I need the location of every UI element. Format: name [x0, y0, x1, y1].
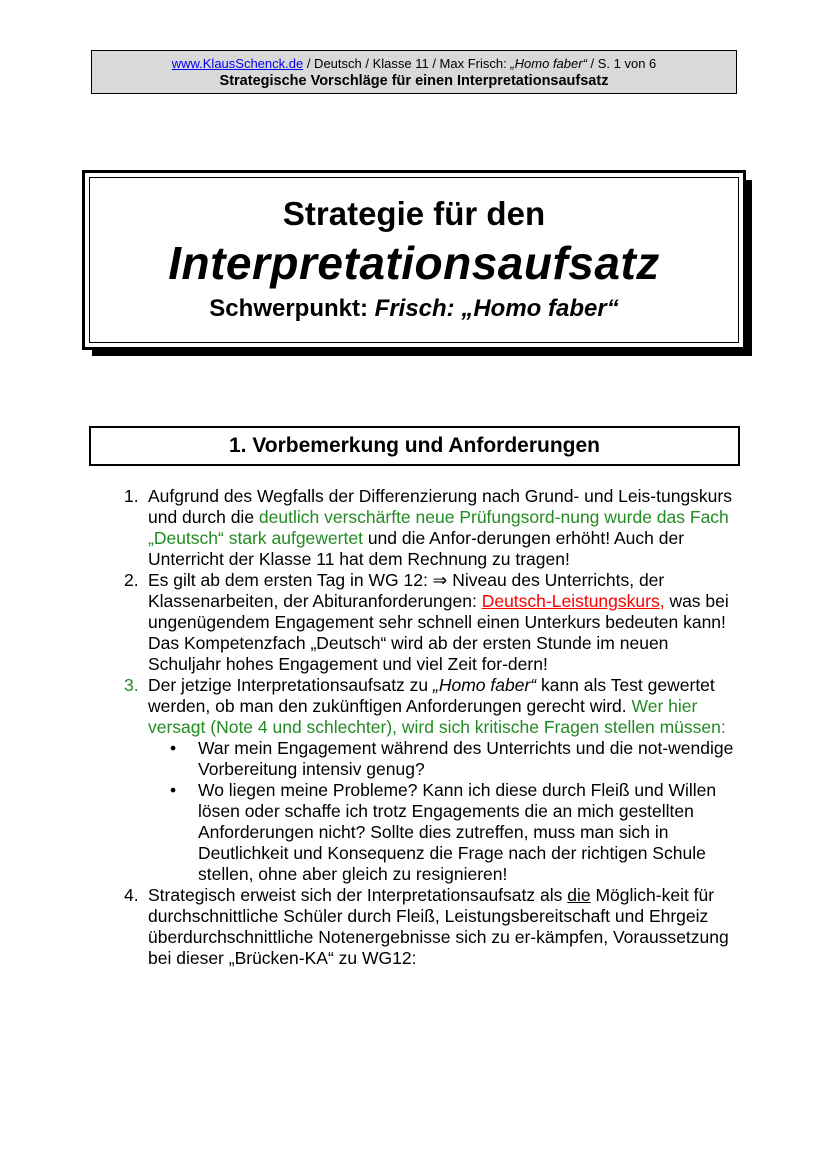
- requirements-list: [113, 486, 735, 969]
- item-number: 4.: [124, 885, 139, 905]
- header-meta-work: „Homo faber“: [510, 56, 587, 71]
- title-line-1: Strategie für den: [282, 195, 546, 232]
- sub-list-item: [148, 780, 735, 885]
- item-number: 2.: [124, 570, 139, 590]
- item-highlight-red: Deutsch-Leistungskurs,: [481, 591, 665, 611]
- sub-item-text: Wo liegen meine Probleme? Kann ich diese durch Fleiß und Willen lösen oder schaffe ich trotz Engagements die an mich gestellten Anforderungen nicht? Sollte dies zutreffen, muss man sich in Deutlichkeit und Konsequenz die Frage nach der richtigen Schule stellen, ohne aber gleich zu resignieren!: [198, 780, 717, 884]
- sub-list: [148, 738, 735, 885]
- sub-list-item: [148, 738, 735, 780]
- header-meta-pre: / Deutsch / Klasse 11 / Max Frisch:: [303, 56, 511, 71]
- item-text: Der jetzige Interpretationsaufsatz zu: [148, 675, 434, 695]
- list-item: [113, 486, 735, 570]
- item-text: und die Anfor-derungen erhöht! Auch der Unterricht der Klasse 11 hat dem Rechnung zu tragen!: [148, 528, 685, 569]
- site-link[interactable]: www.KlausSchenck.de: [171, 56, 304, 71]
- item-text: Möglich-keit für durchschnittliche Schüler durch Fleiß, Leistungsbereitschaft und Ehrgeiz überdurchschnittliche Notenergebnisse sich zu er-kämpfen, Voraussetzung bei dieser „Brücken-KA“ zu WG12:: [148, 885, 729, 968]
- item-number: 1.: [124, 486, 139, 506]
- item-text: Strategisch erweist sich der Interpretationsaufsatz als: [148, 885, 568, 905]
- item-number: 3.: [124, 675, 139, 695]
- item-text: was bei ungenügendem Engagement sehr schnell einen Unterkurs bedeuten kann! Das Kompetenzfach „Deutsch“ wird ab der ersten Stunde im neuen Schuljahr hohes Engagement und viel Zeit for-dern!: [148, 591, 729, 674]
- item-highlight-green: deutlich verschärfte neue Prüfungsord-nung wurde das Fach „Deutsch“ stark aufgewertet: [148, 507, 729, 548]
- item-text: kann als Test gewertet werden, ob man den zukünftigen Anforderungen gerecht wird.: [148, 675, 715, 716]
- title-inner: [89, 177, 739, 343]
- item-text: Es gilt ab dem ersten Tag in WG 12: ⇒ Niveau des Unterrichts, der Klassenarbeiten, der Abituranforderungen:: [148, 570, 665, 611]
- list-item: [113, 885, 735, 969]
- bullet-icon: •: [170, 780, 177, 800]
- title-line-3: [90, 294, 738, 324]
- header-meta: [92, 55, 736, 72]
- list-item: [113, 570, 735, 675]
- item-text: Aufgrund des Wegfalls der Differenzierung nach Grund- und Leis-tungskurs und durch die: [148, 486, 732, 527]
- title-box: [82, 170, 746, 350]
- item-highlight-green: Wer hier versagt (Note 4 und schlechter), wird sich kritische Fragen stellen müssen:: [148, 696, 726, 737]
- list-item: [113, 675, 735, 885]
- bullet-icon: •: [170, 738, 177, 758]
- page-header: [91, 50, 737, 94]
- header-meta-post: / S. 1 von 6: [586, 56, 657, 71]
- sub-item-text: War mein Engagement während des Unterrichts und die not-wendige Vorbereitung intensiv genug?: [198, 738, 734, 779]
- header-subtitle: Strategische Vorschläge für einen Interpretationsaufsatz: [219, 73, 609, 89]
- title-line-3-plain: Schwerpunkt:: [209, 295, 375, 322]
- item-italic: „Homo faber“: [433, 675, 537, 695]
- title-line-3-italic: Frisch: „Homo faber“: [374, 295, 619, 322]
- section-heading: 1. Vorbemerkung und Anforderungen: [89, 426, 740, 466]
- item-underline: die: [567, 885, 591, 905]
- title-line-2: Interpretationsaufsatz: [168, 237, 660, 289]
